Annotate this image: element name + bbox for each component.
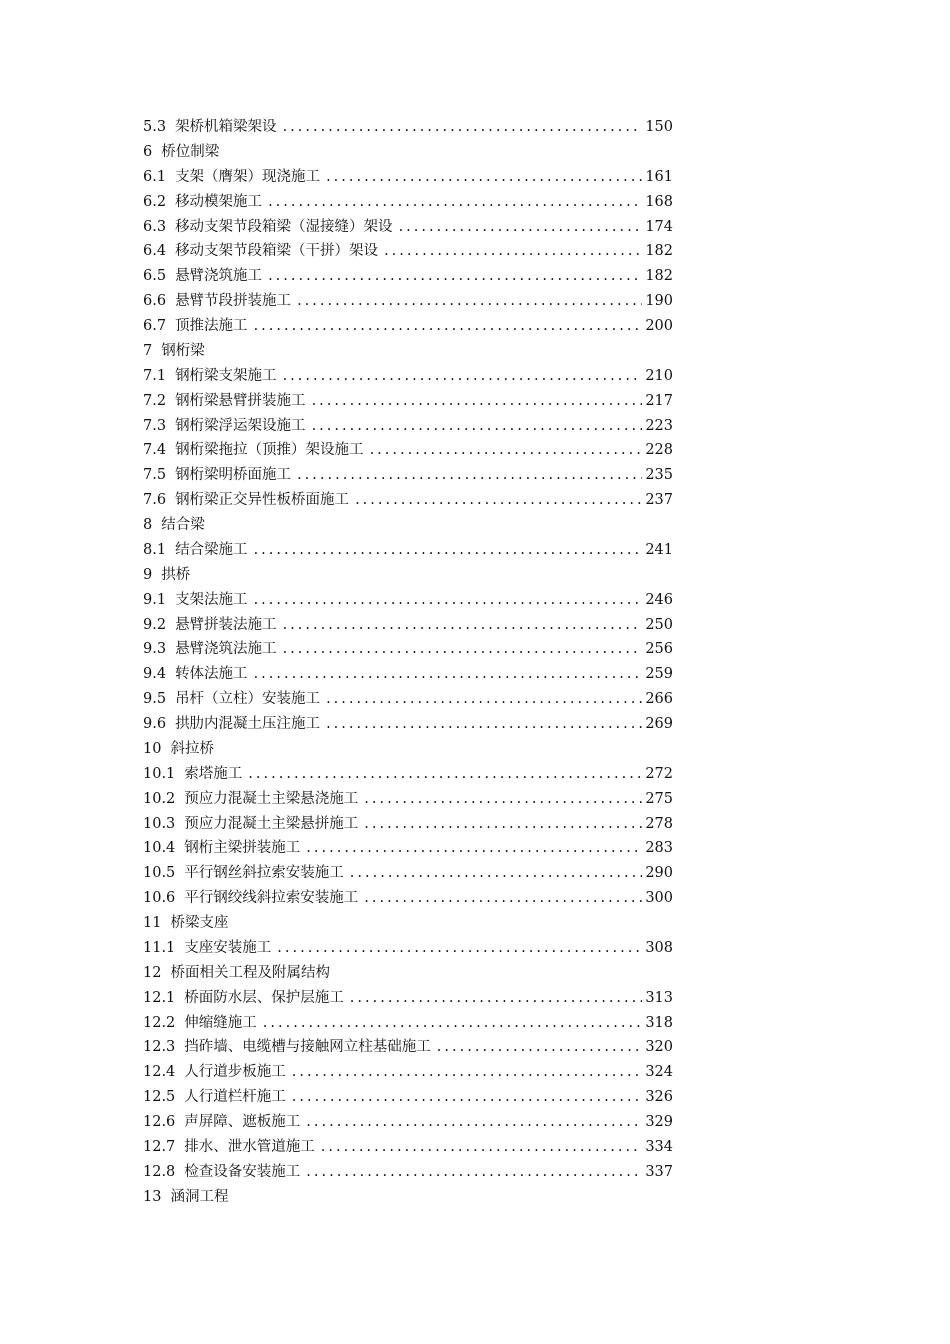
toc-number: 12.2	[143, 1014, 176, 1031]
toc-page-number: 259	[645, 666, 673, 683]
toc-page-number: 334	[645, 1138, 673, 1155]
toc-title: 桥面相关工程及附属结构	[170, 964, 330, 981]
toc-entry[interactable]	[143, 438, 673, 463]
dot-leader	[364, 812, 642, 837]
toc-entry[interactable]	[143, 1135, 673, 1160]
toc-title: 斜拉桥	[170, 740, 214, 757]
toc-title: 钢桁梁支架施工	[175, 367, 277, 384]
toc-number: 9.2	[143, 616, 167, 633]
toc-title: 移动模架施工	[175, 193, 263, 210]
toc-title: 支架法施工	[175, 591, 248, 608]
toc-title: 钢桁梁悬臂拼装施工	[175, 392, 306, 409]
toc-number: 9.5	[143, 691, 167, 708]
dot-leader	[399, 215, 643, 240]
toc-title: 拱肋内混凝土压注施工	[175, 716, 321, 732]
toc-number: 6.7	[143, 318, 167, 334]
dot-leader	[283, 637, 643, 662]
toc-page-number: 337	[645, 1163, 673, 1180]
toc-page-number: 250	[645, 616, 673, 633]
toc-number: 9	[143, 566, 153, 583]
toc-number: 10.4	[143, 840, 176, 857]
toc-number: 6.3	[143, 218, 167, 235]
toc-entry[interactable]	[143, 1110, 673, 1135]
toc-title: 悬臂节段拼装施工	[175, 293, 292, 310]
toc-title: 桥位制梁	[161, 143, 220, 160]
dot-leader	[321, 1135, 643, 1160]
toc-title: 预应力混凝土主梁悬拼施工	[184, 815, 359, 832]
toc-number: 7	[143, 342, 153, 359]
dot-leader	[283, 613, 643, 638]
toc-entry[interactable]	[143, 588, 673, 613]
toc-number: 7.4	[143, 442, 167, 459]
toc-entry[interactable]	[143, 1011, 673, 1036]
toc-number: 12.7	[143, 1138, 176, 1155]
toc-number: 13	[143, 1188, 162, 1205]
toc-number: 8	[143, 517, 153, 533]
toc-entry[interactable]	[143, 787, 673, 812]
dot-leader	[268, 264, 642, 289]
toc-title: 结合梁施工	[175, 541, 248, 558]
toc-page-number: 228	[645, 442, 673, 459]
toc-title: 预应力混凝土主梁悬浇施工	[184, 790, 359, 807]
toc-number: 6.2	[143, 193, 167, 210]
table-of-contents	[143, 115, 673, 1210]
toc-number: 6.4	[143, 243, 167, 260]
toc-section-heading	[143, 513, 673, 538]
toc-number: 12.8	[143, 1163, 176, 1180]
toc-number: 6.5	[143, 268, 167, 285]
toc-title: 移动支架节段箱梁（干拼）架设	[175, 243, 379, 260]
toc-title: 检查设备安装施工	[184, 1163, 301, 1180]
dot-leader	[297, 463, 642, 488]
toc-entry[interactable]	[143, 1085, 673, 1110]
toc-section-heading	[143, 339, 673, 364]
toc-title: 钢桁梁浮运架设施工	[175, 417, 306, 434]
toc-title: 悬臂浇筑法施工	[175, 641, 277, 658]
toc-number: 12.6	[143, 1114, 176, 1130]
dot-leader	[306, 1160, 642, 1185]
toc-page-number: 200	[645, 318, 673, 334]
toc-number: 12.4	[143, 1064, 176, 1081]
toc-page-number: 272	[645, 765, 673, 782]
dot-leader	[326, 687, 642, 712]
toc-title: 平行钢绞线斜拉索安装施工	[184, 890, 359, 907]
toc-title: 伸缩缝施工	[184, 1014, 257, 1031]
toc-number: 5.3	[143, 119, 167, 135]
toc-title: 人行道栏杆施工	[184, 1089, 286, 1106]
toc-entry[interactable]	[143, 637, 673, 662]
toc-number: 10.1	[143, 765, 176, 782]
toc-number: 11.1	[143, 939, 176, 956]
dot-leader	[254, 538, 643, 563]
toc-page-number: 237	[645, 492, 673, 509]
toc-title: 吊杆（立柱）安装施工	[175, 691, 321, 708]
dot-leader	[254, 662, 643, 687]
toc-page-number: 308	[645, 939, 673, 956]
toc-section-heading	[143, 140, 673, 165]
toc-page-number: 235	[645, 467, 673, 484]
dot-leader	[292, 1085, 643, 1110]
toc-title: 平行钢丝斜拉索安装施工	[184, 865, 344, 882]
toc-title: 架桥机箱梁架设	[175, 119, 277, 135]
toc-number: 8.1	[143, 541, 167, 558]
toc-page-number: 190	[645, 293, 673, 310]
toc-page-number: 161	[645, 168, 673, 185]
toc-entry[interactable]	[143, 836, 673, 861]
toc-title: 索塔施工	[184, 765, 243, 782]
toc-title: 挡砟墙、电缆槽与接触网立柱基础施工	[184, 1039, 431, 1056]
dot-leader	[277, 936, 642, 961]
toc-title: 支座安装施工	[184, 939, 272, 956]
toc-entry[interactable]	[143, 662, 673, 687]
toc-title: 悬臂拼装法施工	[175, 616, 277, 633]
toc-entry[interactable]	[143, 1060, 673, 1085]
toc-entry[interactable]	[143, 1160, 673, 1185]
toc-entry[interactable]	[143, 712, 673, 737]
toc-title: 涵洞工程	[170, 1188, 229, 1205]
dot-leader	[350, 986, 643, 1011]
toc-section-heading	[143, 1185, 673, 1210]
toc-title: 结合梁	[161, 517, 205, 533]
toc-entry[interactable]	[143, 389, 673, 414]
dot-leader	[364, 787, 642, 812]
dot-leader	[364, 886, 642, 911]
dot-leader	[312, 389, 643, 414]
toc-number: 9.3	[143, 641, 167, 658]
toc-entry[interactable]	[143, 165, 673, 190]
toc-entry[interactable]	[143, 314, 673, 339]
toc-title: 转体法施工	[175, 666, 248, 683]
toc-entry[interactable]	[143, 488, 673, 513]
toc-title: 钢桁主梁拼装施工	[184, 840, 301, 857]
toc-entry[interactable]	[143, 886, 673, 911]
toc-section-heading	[143, 961, 673, 986]
toc-page-number: 174	[645, 218, 673, 235]
toc-number: 6.6	[143, 293, 167, 310]
toc-entry[interactable]	[143, 115, 673, 140]
toc-number: 12.5	[143, 1089, 176, 1106]
toc-section-heading	[143, 911, 673, 936]
toc-page-number: 210	[645, 367, 673, 384]
toc-page-number: 278	[645, 815, 673, 832]
toc-number: 7.1	[143, 367, 167, 384]
toc-title: 排水、泄水管道施工	[184, 1138, 315, 1155]
toc-number: 7.3	[143, 417, 167, 434]
toc-title: 支架（膺架）现浇施工	[175, 168, 321, 185]
toc-number: 12.1	[143, 989, 176, 1006]
toc-number: 12.3	[143, 1039, 176, 1056]
toc-title: 桥面防水层、保护层施工	[184, 989, 344, 1006]
toc-title: 钢桁梁明桥面施工	[175, 467, 292, 484]
dot-leader	[370, 438, 643, 463]
toc-title: 悬臂浇筑施工	[175, 268, 263, 285]
toc-page-number: 283	[645, 840, 673, 857]
toc-title: 声屏障、遮板施工	[184, 1114, 301, 1130]
dot-leader	[283, 115, 643, 140]
dot-leader	[292, 1060, 643, 1085]
toc-page-number: 269	[645, 716, 673, 732]
toc-number: 6.1	[143, 168, 167, 185]
dot-leader	[263, 1011, 643, 1036]
toc-entry[interactable]	[143, 538, 673, 563]
toc-page-number: 313	[645, 989, 673, 1006]
dot-leader	[254, 588, 643, 613]
toc-section-heading	[143, 563, 673, 588]
toc-page-number: 150	[645, 119, 673, 135]
toc-entry[interactable]	[143, 1035, 673, 1060]
toc-entry[interactable]	[143, 687, 673, 712]
dot-leader	[312, 414, 643, 439]
dot-leader	[326, 165, 642, 190]
toc-page-number: 326	[645, 1089, 673, 1106]
dot-leader	[297, 289, 642, 314]
toc-number: 10.6	[143, 890, 176, 907]
toc-page-number: 320	[645, 1039, 673, 1056]
toc-section-heading	[143, 737, 673, 762]
toc-number: 10.5	[143, 865, 176, 882]
toc-entry[interactable]	[143, 463, 673, 488]
toc-page-number: 300	[645, 890, 673, 907]
toc-entry[interactable]	[143, 215, 673, 240]
toc-entry[interactable]	[143, 264, 673, 289]
toc-title: 移动支架节段箱梁（湿接缝）架设	[175, 218, 393, 235]
toc-page-number: 182	[645, 268, 673, 285]
dot-leader	[283, 364, 643, 389]
toc-title: 钢桁梁	[161, 342, 205, 359]
toc-entry[interactable]	[143, 861, 673, 886]
toc-entry[interactable]	[143, 239, 673, 264]
toc-number: 9.4	[143, 666, 167, 683]
toc-number: 7.6	[143, 492, 167, 509]
toc-number: 7.5	[143, 467, 167, 484]
toc-page-number: 246	[645, 591, 673, 608]
toc-entry[interactable]	[143, 289, 673, 314]
toc-entry[interactable]	[143, 812, 673, 837]
toc-number: 6	[143, 143, 153, 160]
toc-entry[interactable]	[143, 762, 673, 787]
toc-entry[interactable]	[143, 613, 673, 638]
toc-page-number: 223	[645, 417, 673, 434]
toc-page-number: 275	[645, 790, 673, 807]
toc-title: 顶推法施工	[175, 318, 248, 334]
dot-leader	[254, 314, 643, 339]
toc-page-number: 217	[645, 392, 673, 409]
toc-number: 9.6	[143, 716, 167, 732]
toc-title: 桥梁支座	[170, 915, 229, 931]
dot-leader	[437, 1035, 643, 1060]
toc-title: 钢桁梁正交异性板桥面施工	[175, 492, 350, 509]
dot-leader	[355, 488, 642, 513]
toc-number: 7.2	[143, 392, 167, 409]
toc-number: 9.1	[143, 591, 167, 608]
toc-page-number: 324	[645, 1064, 673, 1081]
toc-number: 10.2	[143, 790, 176, 807]
toc-page-number: 318	[645, 1014, 673, 1031]
dot-leader	[384, 239, 642, 264]
toc-page-number: 329	[645, 1114, 673, 1130]
toc-entry[interactable]	[143, 986, 673, 1011]
dot-leader	[248, 762, 642, 787]
toc-title: 拱桥	[161, 566, 191, 583]
toc-number: 10	[143, 740, 162, 757]
dot-leader	[306, 1110, 642, 1135]
toc-page-number: 241	[645, 541, 673, 558]
toc-entry[interactable]	[143, 190, 673, 215]
toc-entry[interactable]	[143, 364, 673, 389]
toc-title: 钢桁梁拖拉（顶推）架设施工	[175, 442, 364, 459]
toc-entry[interactable]	[143, 936, 673, 961]
dot-leader	[326, 712, 642, 737]
toc-title: 人行道步板施工	[184, 1064, 286, 1081]
toc-page-number: 290	[645, 865, 673, 882]
toc-page-number: 168	[645, 193, 673, 210]
toc-number: 10.3	[143, 815, 176, 832]
toc-page-number: 266	[645, 691, 673, 708]
toc-number: 12	[143, 964, 162, 981]
dot-leader	[350, 861, 643, 886]
toc-entry[interactable]	[143, 414, 673, 439]
toc-page-number: 182	[645, 243, 673, 260]
toc-number: 11	[143, 915, 162, 931]
toc-page-number: 256	[645, 641, 673, 658]
dot-leader	[306, 836, 642, 861]
dot-leader	[268, 190, 642, 215]
